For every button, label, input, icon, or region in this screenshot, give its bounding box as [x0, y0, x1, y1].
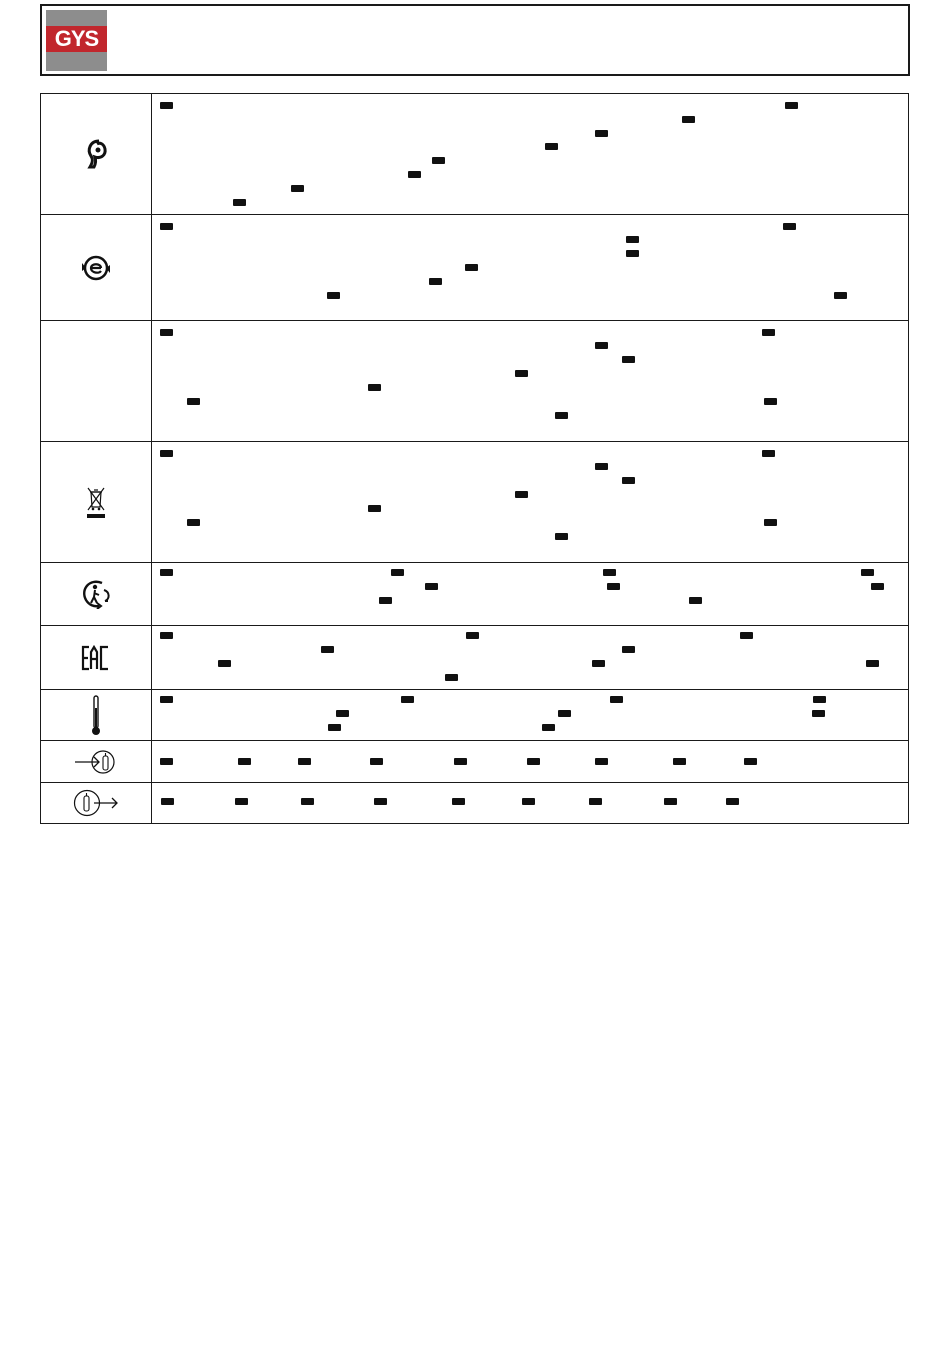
language-tag: [610, 696, 623, 703]
language-tag: [235, 798, 248, 805]
recycle-spiral-icon: [83, 138, 109, 170]
language-tag: [527, 758, 540, 765]
language-tag: [622, 477, 635, 484]
language-tag: [785, 102, 798, 109]
language-tag: [445, 674, 458, 681]
language-tag: [160, 758, 173, 765]
table-row: [41, 690, 909, 741]
china-rohs-e-icon: [79, 253, 113, 283]
language-tag: [466, 632, 479, 639]
row-text-cell: [152, 563, 909, 626]
language-tag: [401, 696, 414, 703]
language-tag: [555, 412, 568, 419]
language-tag: [432, 157, 445, 164]
gas-input-icon: [74, 749, 118, 775]
table-row: [41, 94, 909, 215]
row-text-cell: [152, 94, 909, 215]
table-row: [41, 321, 909, 442]
language-tag: [454, 758, 467, 765]
row-text-cell: [152, 626, 909, 690]
language-tag: [783, 223, 796, 230]
row-icon-cell: [41, 215, 152, 321]
language-tag: [408, 171, 421, 178]
language-tag: [592, 660, 605, 667]
table-row: [41, 626, 909, 690]
language-tag: [861, 569, 874, 576]
language-tag: [764, 398, 777, 405]
language-tag: [545, 143, 558, 150]
row-icon-cell: [41, 563, 152, 626]
language-tag: [626, 236, 639, 243]
language-tag: [379, 597, 392, 604]
language-tag: [595, 130, 608, 137]
language-tag: [160, 329, 173, 336]
language-tag: [515, 370, 528, 377]
row-icon-cell: [41, 94, 152, 215]
language-tag: [328, 724, 341, 731]
language-tag: [368, 384, 381, 391]
language-tag: [764, 519, 777, 526]
eac-mark-icon: [81, 645, 111, 671]
language-tag: [871, 583, 884, 590]
language-tag: [762, 329, 775, 336]
row-icon-cell: [41, 741, 152, 783]
row-text-cell: [152, 741, 909, 783]
gys-logo: [46, 10, 107, 71]
page-header: [40, 4, 910, 76]
language-tag: [726, 798, 739, 805]
table-row: [41, 215, 909, 321]
language-tag: [291, 185, 304, 192]
symbols-table: [40, 93, 909, 824]
language-tag: [298, 758, 311, 765]
language-tag: [452, 798, 465, 805]
language-tag: [187, 398, 200, 405]
language-tag: [866, 660, 879, 667]
language-tag: [336, 710, 349, 717]
row-text-cell: [152, 442, 909, 563]
language-tag: [744, 758, 757, 765]
language-tag: [301, 798, 314, 805]
language-tag: [160, 569, 173, 576]
language-tag: [813, 696, 826, 703]
language-tag: [622, 356, 635, 363]
logo-text: GYS: [54, 26, 99, 51]
language-tag: [391, 569, 404, 576]
language-tag: [187, 519, 200, 526]
language-tag: [465, 264, 478, 271]
language-tag: [740, 632, 753, 639]
language-tag: [689, 597, 702, 604]
language-tag: [368, 505, 381, 512]
language-tag: [160, 696, 173, 703]
table-row: [41, 563, 909, 626]
language-tag: [160, 632, 173, 639]
language-tag: [595, 463, 608, 470]
row-text-cell: [152, 690, 909, 741]
row-icon-cell: [41, 783, 152, 824]
language-tag: [370, 758, 383, 765]
gas-output-icon: [73, 788, 119, 818]
language-tag: [218, 660, 231, 667]
language-tag: [238, 758, 251, 765]
language-tag: [522, 798, 535, 805]
language-tag: [664, 798, 677, 805]
language-tag: [595, 342, 608, 349]
row-icon-cell: [41, 442, 152, 563]
table-row: [41, 442, 909, 563]
language-tag: [542, 724, 555, 731]
language-tag: [555, 533, 568, 540]
row-text-cell: [152, 215, 909, 321]
language-tag: [161, 798, 174, 805]
table-row: [41, 741, 909, 783]
language-tag: [515, 491, 528, 498]
language-tag: [589, 798, 602, 805]
table-row: [41, 783, 909, 824]
language-tag: [160, 223, 173, 230]
row-icon-cell: [41, 321, 152, 442]
triman-recycling-icon: [80, 579, 112, 609]
language-tag: [327, 292, 340, 299]
thermometer-icon: [89, 694, 103, 736]
language-tag: [425, 583, 438, 590]
language-tag: [622, 646, 635, 653]
language-tag: [429, 278, 442, 285]
language-tag: [374, 798, 387, 805]
row-text-cell: [152, 783, 909, 824]
language-tag: [558, 710, 571, 717]
language-tag: [762, 450, 775, 457]
language-tag: [626, 250, 639, 257]
language-tag: [812, 710, 825, 717]
language-tag: [321, 646, 334, 653]
weee-crossed-bin-icon: [85, 484, 107, 520]
language-tag: [160, 102, 173, 109]
language-tag: [673, 758, 686, 765]
language-tag: [607, 583, 620, 590]
language-tag: [603, 569, 616, 576]
row-text-cell: [152, 321, 909, 442]
language-tag: [682, 116, 695, 123]
row-icon-cell: [41, 626, 152, 690]
language-tag: [233, 199, 246, 206]
row-icon-cell: [41, 690, 152, 741]
language-tag: [160, 450, 173, 457]
language-tag: [595, 758, 608, 765]
language-tag: [834, 292, 847, 299]
